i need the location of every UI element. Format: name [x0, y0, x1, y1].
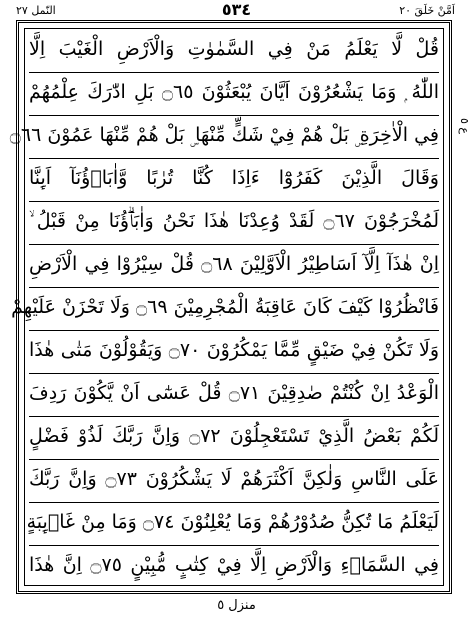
text-line: لَمُخْرَجُوْنَ ۝٦٧ لَقَدْ وُعِدْنَا هٰذَا نَحْنُ وَاٰبَاۗؤُنَا مِنْ قَبْلُ ۙ [29, 201, 439, 245]
text-line: قُلْ لَّا يَعْلَمُ مَنْ فِي السَّمٰوٰتِ وَالْاَرْضِ الْغَيْبَ اِلَّا [29, 29, 439, 73]
text-line: وَقَالَ الَّذِيْنَ كَفَرُوْٓا ءَاِذَا كُنَّا تُرٰبًا وَّاٰبَاۗؤُنَآ اَىِٕنَّا [29, 158, 439, 202]
ruku-marker: ع ٥ [458, 118, 471, 134]
text-line: لَكُمْ بَعْضُ الَّذِيْ تَسْتَعْجِلُوْنَ ۝٧٢ وَاِنَّ رَبَّكَ لَذُوْ فَضْلٍ [29, 416, 439, 460]
surah-name: النّمل ٢٧ [16, 4, 56, 17]
manzil-footer: منزل ٥ [217, 598, 256, 613]
page-number: ٥٣٤ [221, 0, 252, 19]
text-line: الْوَعْدُ اِنْ كُنْتُمْ صٰدِقِيْنَ ۝٧١ قُلْ عَسٰٓى اَنْ يَّكُوْنَ رَدِفَ [29, 373, 439, 417]
page-header [14, 0, 459, 22]
page-border [9, 20, 452, 594]
text-line: لَيَعْلَمُ مَا تُكِنُّ صُدُوْرُهُمْ وَمَا يُعْلِنُوْنَ ۝٧٤ وَمَا مِنْ غَاۗىِٕبَةٍ [29, 502, 439, 546]
text-line: فِي الْاٰخِرَةِ ۣ بَلْ هُمْ فِيْ شَكٍّ مِّنْهَا ۣ بَلْ هُمْ مِّنْهَا عَمُوْنَ ۝٦٦ [29, 115, 439, 159]
para-name: اَمَّنْ خَلَقَ ٢٠ [399, 4, 455, 17]
text-line: عَلَى النَّاسِ وَلٰكِنَّ اَكْثَرَهُمْ لَا يَشْكُرُوْنَ ۝٧٣ وَاِنَّ رَبَّكَ [29, 459, 439, 503]
text-line: فِي السَّمَاۗءِ وَالْاَرْضِ اِلَّا فِيْ كِتٰبٍ مُّبِيْنٍ ۝٧٥ اِنَّ هٰذَا [29, 554, 439, 576]
text-line: وَلَا تَكُنْ فِيْ ضَيْقٍ مِّمَّا يَمْكُرُوْنَ ۝٧٠ وَيَقُوْلُوْنَ مَتٰى هٰذَا [29, 330, 439, 374]
text-area [9, 28, 444, 586]
text-line: اللّٰهُ ۭ وَمَا يَشْعُرُوْنَ اَيَّانَ يُبْعَثُوْنَ ۝٦٥ بَلِ ادّٰرَكَ عِلْمُهُمْ [29, 72, 439, 116]
text-line: اِنْ هٰذَآ اِلَّآ اَسَاطِيْرُ الْاَوَّلِيْنَ ۝٦٨ قُلْ سِيْرُوْا فِي الْاَرْضِ [29, 244, 439, 288]
text-line: فَانْظُرُوْا كَيْفَ كَانَ عَاقِبَةُ الْمُجْرِمِيْنَ ۝٦٩ وَلَا تَحْزَنْ عَلَيْهِمْ [29, 287, 439, 331]
